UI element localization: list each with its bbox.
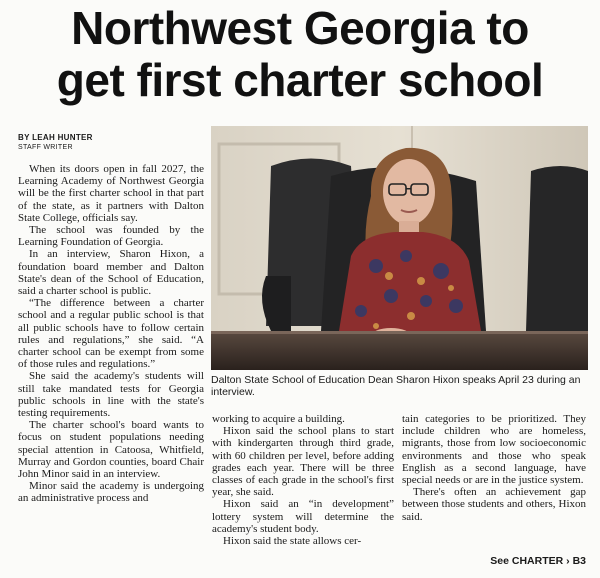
- chevron-right-icon: ›: [566, 555, 570, 567]
- photo-illustration: [211, 126, 588, 370]
- paragraph: Hixon said the state allows cer-: [223, 535, 362, 548]
- paragraph: In an interview, Sharon Hixon, a foundation board member and Dalton State's dean of the School of Education, said a charter school is public.: [18, 248, 204, 298]
- paragraph: The charter school's board wants to focus on student populations needing special attention in Catoosa, Whitfield, Murray and Gordon counties, board Chair John Minor said in an interview.: [18, 419, 204, 481]
- paragraph: The school was founded by the Learning Foundation of Georgia.: [18, 224, 204, 249]
- table-edge: [211, 331, 588, 334]
- paragraph: Hixon said an “in development” lottery system will determine the academy's student body.: [212, 498, 394, 535]
- paragraph: When its doors open in fall 2027, the Learning Academy of Northwest Georgia will be the first charter school in that part of the state, as it partners with Dalton State College, officials say.: [18, 163, 204, 224]
- byline-role: STAFF WRITER: [18, 144, 73, 151]
- table: [211, 331, 588, 370]
- paragraph: There's often an achievement gap between those students and others, Hixon said.: [402, 486, 586, 523]
- glasses-bridge: [406, 188, 411, 190]
- byline-author: BY LEAH HUNTER: [18, 133, 93, 142]
- article-column-1: [18, 163, 204, 505]
- article-column-3: [402, 413, 586, 523]
- jump-page: B3: [572, 555, 586, 567]
- paragraph: Minor said the academy is undergoing an administrative process and: [18, 480, 204, 505]
- headline-line-1: Northwest Georgia to: [71, 2, 529, 54]
- article-photo: [211, 126, 588, 370]
- jump-link[interactable]: [490, 555, 586, 567]
- jump-label: See CHARTER: [490, 555, 564, 567]
- paragraph: She said the academy's students will still take mandated tests for Georgia public schools in line with the state's testing requirements.: [18, 370, 204, 420]
- paragraph: “The difference between a charter school and a regular public school is that all public schools have to follow certain rules and regulations,” she said. “A charter school can be exempt from some of those rules and regulations.”: [18, 297, 204, 371]
- headline: [0, 2, 600, 106]
- paragraph: tain categories to be prioritized. They include children who are homeless, migrants, those from low socioeconomic environments and those who speak English as a second language, have special needs or are in the justice system.: [402, 413, 586, 487]
- paragraph: Hixon said the school plans to start with kindergarten through third grade, with 60 children per level, before adding grades each year. There will be three classes of each grade in the school's first year, she said.: [212, 425, 394, 499]
- paragraph: working to acquire a building.: [212, 413, 345, 425]
- headline-line-2: get first charter school: [56, 54, 544, 106]
- right-chair: [526, 166, 588, 331]
- article-column-2: [212, 413, 394, 547]
- photo-caption: Dalton State School of Education Dean Sharon Hixon speaks April 23 during an interview.: [211, 374, 581, 398]
